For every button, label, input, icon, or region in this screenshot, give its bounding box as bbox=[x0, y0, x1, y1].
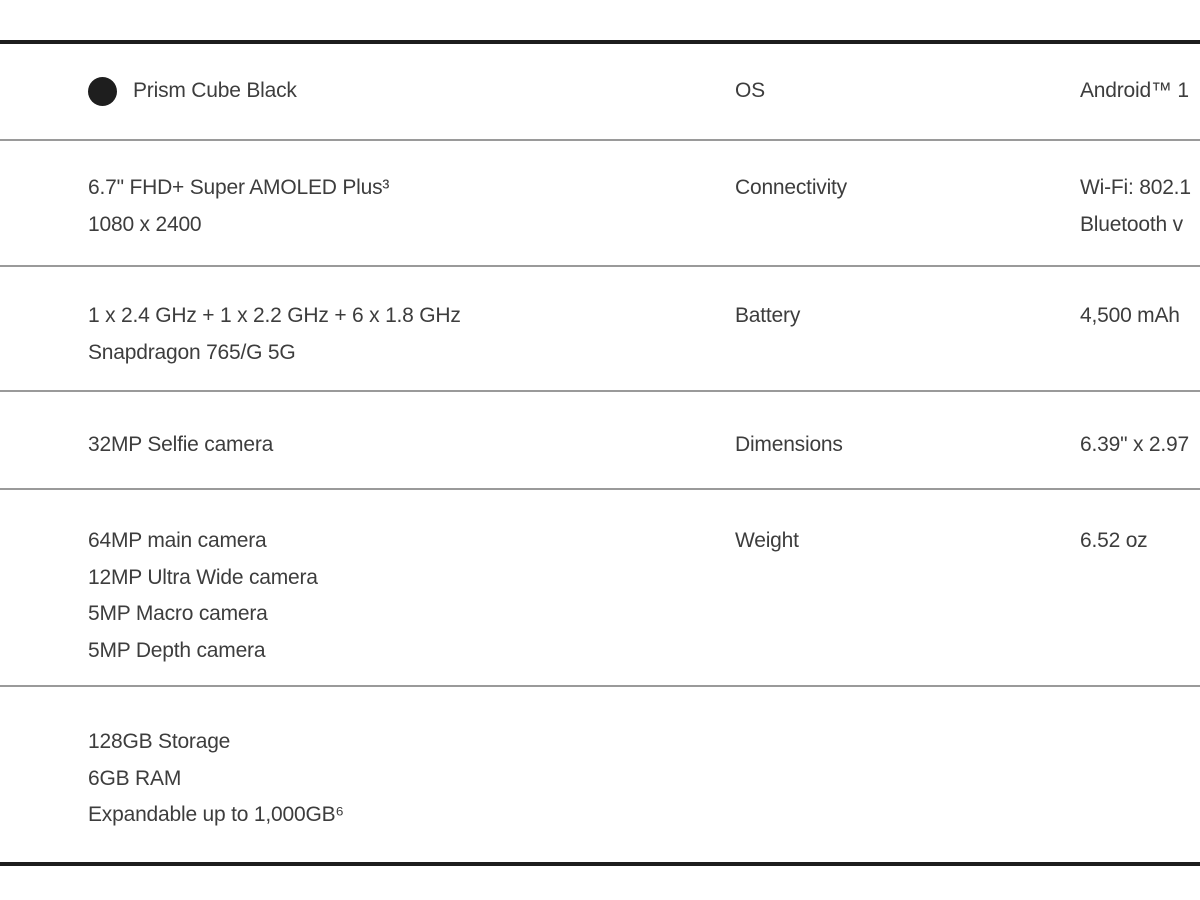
spec-value-battery: 4,500 mAh bbox=[1080, 304, 1180, 327]
spec-row-storage bbox=[0, 687, 1200, 862]
expandable-storage-spec: Expandable up to 1,000GB⁶ bbox=[88, 803, 344, 826]
macro-camera-spec: 5MP Macro camera bbox=[88, 602, 268, 625]
front-camera-cell bbox=[0, 427, 735, 464]
spec-row-display bbox=[0, 141, 1200, 267]
ultra-wide-camera-spec: 12MP Ultra Wide camera bbox=[88, 565, 318, 589]
spec-value-dimensions: 6.39" x 2.97 bbox=[1080, 433, 1189, 456]
spec-table bbox=[0, 40, 1200, 866]
display-cell bbox=[0, 170, 735, 243]
spec-label-weight: Weight bbox=[735, 529, 799, 552]
rear-camera-cell bbox=[0, 523, 735, 669]
ram-spec: 6GB RAM bbox=[88, 766, 182, 790]
spec-label-connectivity: Connectivity bbox=[735, 176, 847, 199]
spec-row-rear-camera bbox=[0, 490, 1200, 687]
spec-label-dimensions: Dimensions bbox=[735, 433, 843, 456]
selfie-camera-spec: 32MP Selfie camera bbox=[88, 433, 274, 456]
processor-cell bbox=[0, 298, 735, 371]
color-swatch-prism-cube-black bbox=[88, 77, 117, 106]
spec-row-processor bbox=[0, 267, 1200, 392]
color-name: Prism Cube Black bbox=[133, 79, 297, 102]
display-spec: 6.7" FHD+ Super AMOLED Plus³ bbox=[88, 176, 390, 199]
chipset-name: Snapdragon 765/G 5G bbox=[88, 340, 296, 364]
cpu-clock-spec: 1 x 2.4 GHz + 1 x 2.2 GHz + 6 x 1.8 GHz bbox=[88, 304, 461, 327]
storage-cell bbox=[0, 724, 735, 834]
color-option bbox=[88, 73, 735, 110]
spec-value-weight: 6.52 oz bbox=[1080, 529, 1148, 552]
depth-camera-spec: 5MP Depth camera bbox=[88, 638, 266, 662]
display-resolution: 1080 x 2400 bbox=[88, 212, 202, 236]
main-camera-spec: 64MP main camera bbox=[88, 529, 267, 552]
spec-row-color bbox=[0, 44, 1200, 141]
spec-label-os: OS bbox=[735, 79, 765, 102]
spec-label-battery: Battery bbox=[735, 304, 801, 327]
color-cell bbox=[0, 73, 735, 110]
storage-spec: 128GB Storage bbox=[88, 730, 231, 753]
spec-row-front-camera bbox=[0, 392, 1200, 490]
spec-value-connectivity: Wi-Fi: 802.1 Bluetooth v bbox=[1080, 176, 1191, 236]
spec-value-os: Android™ 1 bbox=[1080, 79, 1189, 102]
